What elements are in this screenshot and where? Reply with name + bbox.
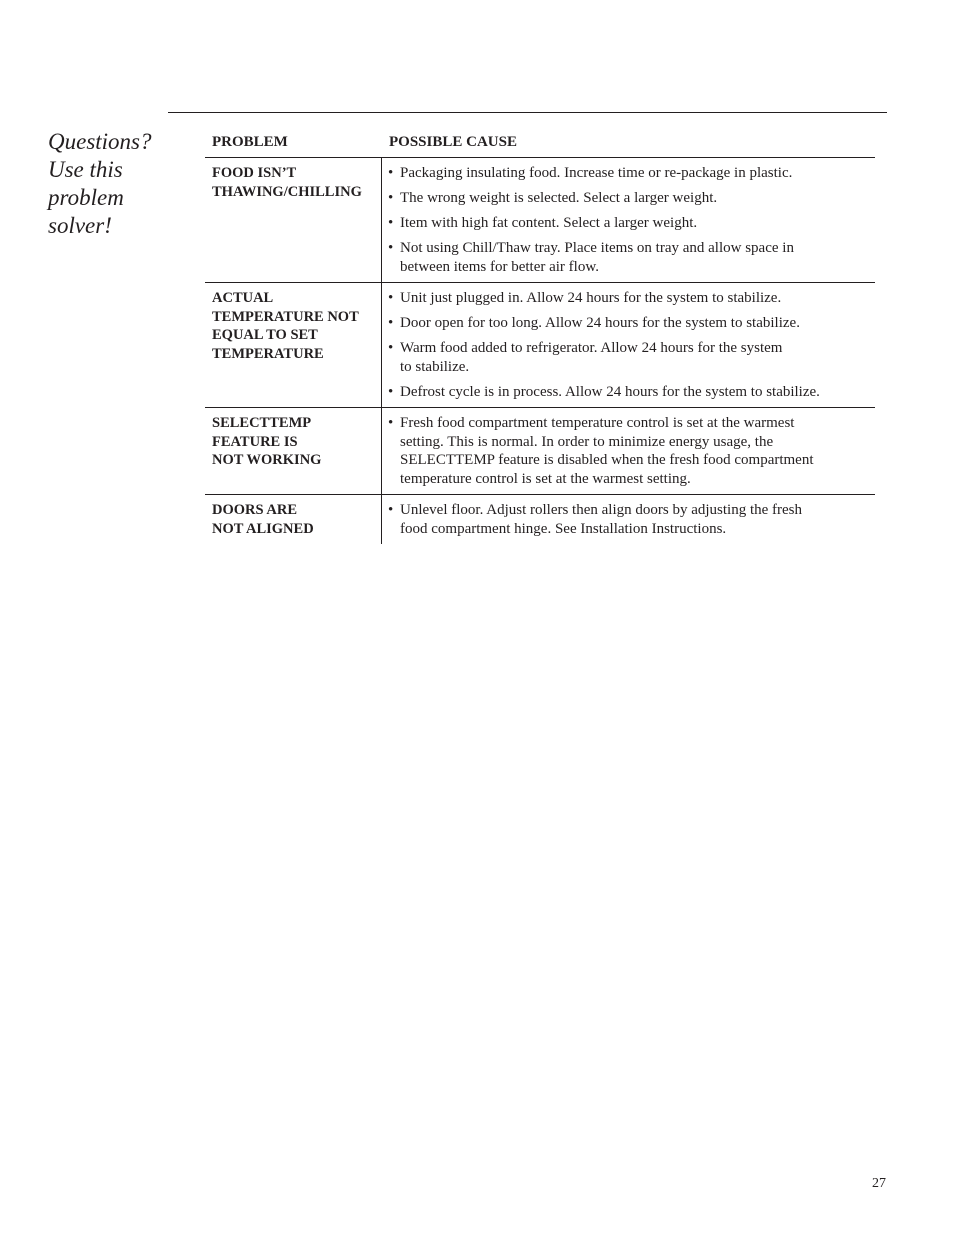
problem-line: THAWING/CHILLING <box>212 183 362 200</box>
cause-line: Item with high fat content. Select a larger weight. <box>400 215 698 231</box>
cause-line: Fresh food compartment temperature control is set at the warmest <box>400 415 795 431</box>
problem-line: FOOD ISN’T <box>212 165 297 181</box>
table-header <box>205 130 875 158</box>
sidebar-heading <box>48 128 178 240</box>
problem-line: DOORS ARE <box>212 502 298 518</box>
bullet-icon: • <box>388 215 394 231</box>
table-row <box>205 408 875 495</box>
cause-item <box>388 314 869 333</box>
table-row <box>205 158 875 283</box>
header-possible-cause: POSSIBLE CAUSE <box>389 134 517 150</box>
cause-item <box>388 214 869 233</box>
header-problem: PROBLEM <box>212 134 288 150</box>
problem-cell <box>205 283 382 407</box>
cause-line: Not using Chill/Thaw tray. Place items on tray and allow space in <box>400 240 794 256</box>
table-body <box>205 158 875 544</box>
cause-line: Unlevel floor. Adjust rollers then align doors by adjusting the fresh <box>400 502 803 518</box>
top-rule <box>168 112 887 113</box>
bullet-icon: • <box>388 165 394 181</box>
cause-item <box>388 414 869 488</box>
cause-item <box>388 189 869 208</box>
causes-cell <box>382 408 875 494</box>
problem-line: FEATURE IS <box>212 433 298 450</box>
sidebar-line: Use this <box>48 157 123 182</box>
cause-item <box>388 501 869 538</box>
bullet-icon: • <box>388 190 394 206</box>
table-row <box>205 495 875 544</box>
problem-cell <box>205 495 382 544</box>
problem-line: ACTUAL <box>212 290 274 306</box>
bullet-icon: • <box>388 315 394 331</box>
causes-cell <box>382 283 875 407</box>
sidebar-line: solver! <box>48 213 112 238</box>
cause-line: SELECTTEMP feature is disabled when the fresh food compartment <box>400 452 814 468</box>
table-row <box>205 283 875 408</box>
cause-item <box>388 289 869 308</box>
bullet-icon: • <box>388 415 394 431</box>
cause-item <box>388 164 869 183</box>
cause-line: Packaging insulating food. Increase time or re-package in plastic. <box>400 165 793 181</box>
cause-line: food compartment hinge. See Installation Instructions. <box>400 520 727 537</box>
causes-cell <box>382 495 875 544</box>
problem-cell <box>205 158 382 282</box>
cause-item <box>388 239 869 276</box>
cause-line: temperature control is set at the warmest setting. <box>400 470 691 487</box>
problem-solver-table <box>205 130 875 544</box>
page-number: 27 <box>872 1176 886 1191</box>
cause-line: setting. This is normal. In order to minimize energy usage, the <box>400 433 774 450</box>
cause-line: Warm food added to refrigerator. Allow 24 hours for the system <box>400 340 783 356</box>
cause-item <box>388 339 869 376</box>
bullet-icon: • <box>388 240 394 256</box>
cause-line: Door open for too long. Allow 24 hours for the system to stabilize. <box>400 315 800 331</box>
bullet-icon: • <box>388 290 394 306</box>
cause-line: Defrost cycle is in process. Allow 24 hours for the system to stabilize. <box>400 383 820 400</box>
problem-line: NOT WORKING <box>212 452 322 468</box>
bullet-icon: • <box>388 502 394 518</box>
sidebar-line: problem <box>48 185 124 210</box>
sidebar-line: Questions? <box>48 129 152 154</box>
cause-line: Unit just plugged in. Allow 24 hours for the system to stabilize. <box>400 290 782 306</box>
cause-line: to stabilize. <box>400 358 470 375</box>
problem-line: TEMPERATURE <box>212 345 324 362</box>
problem-line: EQUAL TO SET <box>212 327 318 343</box>
problem-line: TEMPERATURE NOT <box>212 308 359 325</box>
cause-item <box>388 383 869 402</box>
problem-cell <box>205 408 382 494</box>
problem-line: NOT ALIGNED <box>212 520 314 537</box>
bullet-icon: • <box>388 383 394 400</box>
cause-line: The wrong weight is selected. Select a larger weight. <box>400 190 718 206</box>
problem-line: SELECTTEMP <box>212 415 312 431</box>
bullet-icon: • <box>388 340 394 356</box>
cause-line: between items for better air flow. <box>400 258 599 275</box>
causes-cell <box>382 158 875 282</box>
